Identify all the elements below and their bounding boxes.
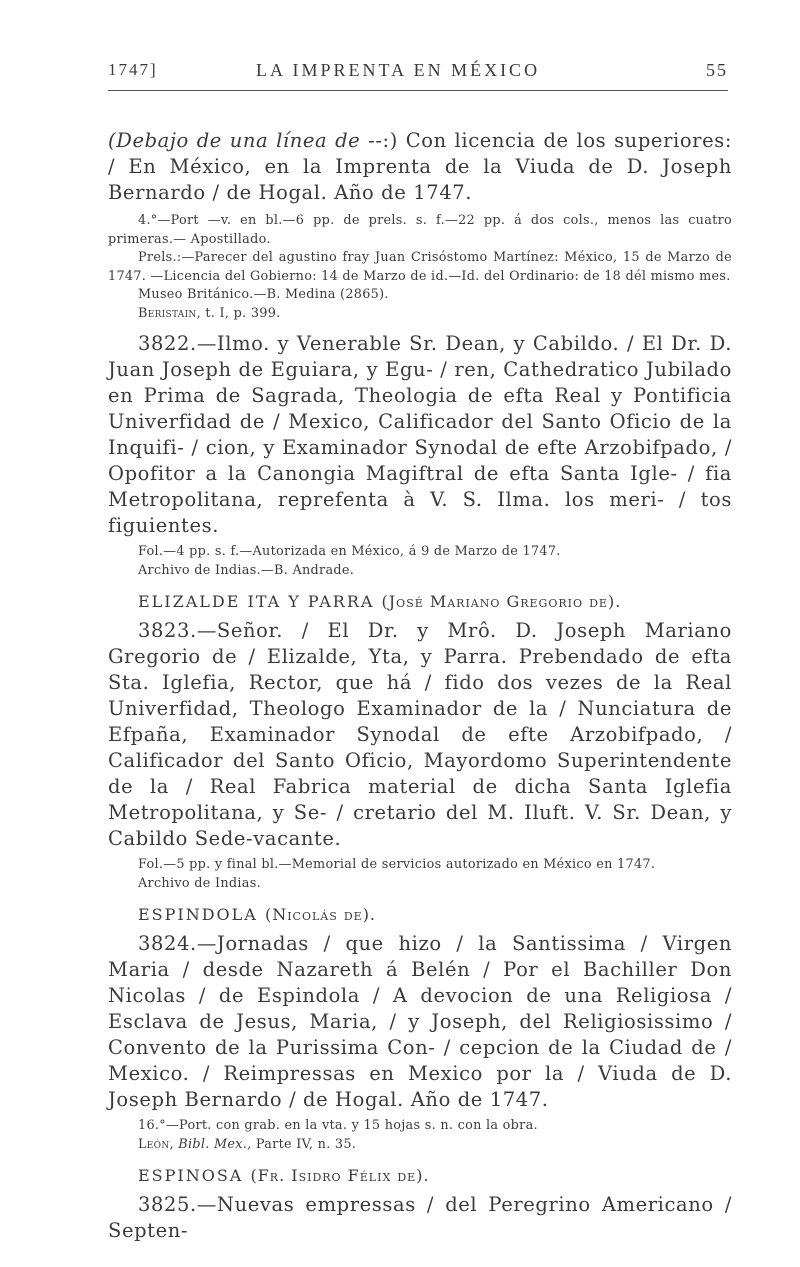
author-surname: ESPINDOLA (138, 905, 258, 924)
entry-3822-note-collation: Fol.—4 pp. s. f.—Autorizada en México, á 9 de Marzo de 1747. (138, 544, 561, 559)
entry-3823-note-collation: Fol.—5 pp. y final bl.—Memorial de servicios autorizado en México en 1747. (138, 857, 656, 872)
author-heading-elizalde (108, 590, 732, 614)
author-given-name: (José Mariano Gregorio de). (381, 592, 622, 611)
author-surname: ESPINOSA (138, 1166, 244, 1185)
entry-3821-intro-italic: (Debajo de una línea de (108, 129, 361, 152)
entry-3822-note-location: Archivo de Indias.—B. Andrade. (138, 562, 355, 578)
entry-3824-ref-rest: Parte IV, n. 35. (255, 1136, 357, 1152)
entry-3823-note-location: Archivo de Indias. (138, 875, 261, 891)
entry-3821-ref-author: Beristain, (138, 305, 201, 321)
entry-3821-note-prels: Prels.:—Parecer del agustino fray Juan Crisóstomo Martínez: México, 15 de Marzo de 1747. —Licencia del Gobierno: 14 de Marzo de id.—Id. del Ordinario: de 18 dél mismo mes. (108, 250, 732, 284)
entry-3825-text: 3825.—Nuevas empressas / del Peregrino Americano / Septen- (108, 1193, 732, 1242)
entry-3824-note-collation: 16.°—Port. con grab. en la vta. y 15 hojas s. n. con la obra. (138, 1118, 538, 1133)
page-body (108, 128, 732, 1244)
entry-3823-text: 3823.—Señor. / El Dr. y Mrô. D. Joseph Mariano Gregorio de / Elizalde, Yta, y Parra. Prebendado de efta Sta. Iglefia, Rector, que há / fido dos vezes de la Real Univerfidad, Theologo Examinador de la / Nunciatura de Efpaña, Examinador Synodal de efte Arzobifpado, / Calificador del Santo Oficio, Mayordomo Superintendente de la / Real Fabrica material de dicha Santa Iglefia Metropolitana, y Se- / cretario del M. Iluft. V. Sr. Dean, y Cabildo Sede-vacante. (108, 619, 732, 850)
entry-3824-ref-title: Bibl. Mex., (178, 1136, 252, 1152)
header-year: 1747] (108, 60, 158, 79)
entry-3821-intro-text: --:) Con licencia de los superiores: / En México, en la Imprenta de la Viuda de D. Joseph Bernardo / de Hogal. Año de 1747. (108, 129, 733, 204)
entry-3821-note-location: Museo Británico.—B. Medina (2865). (138, 287, 389, 302)
entry-3824-note-reference (108, 1136, 732, 1155)
entry-3824-text: 3824.—Jornadas / que hizo / la Santissima / Virgen Maria / desde Nazareth á Belén / Por el Bachiller Don Nicolas / de Espindola / A devocion de una Religiosa / Esclava de Jesus, Maria, / y Joseph, del Religiosissimo / Convento de la Purissima Con- / cepcion de la Ciudad de / Mexico. / Reimpressas en Mexico por la / Viuda de D. Joseph Bernardo / de Hogal. Año de 1747. (108, 932, 732, 1111)
author-given-name: (Fr. Isidro Félix de). (250, 1166, 430, 1185)
running-header (108, 60, 728, 88)
entry-3821-note-reference (108, 305, 732, 324)
author-heading-espinosa (108, 1164, 732, 1188)
header-title: LA IMPRENTA EN MÉXICO (256, 60, 541, 80)
page-number: 55 (706, 60, 728, 80)
header-rule (108, 90, 728, 91)
entry-3821-note-collation: 4.°—Port —v. en bl.—6 pp. de prels. s. f.—22 pp. á dos cols., menos las cuatro primeras.— Apostillado. (108, 213, 732, 247)
entry-3821-ref-rest: t. I, p. 399. (205, 305, 281, 321)
entry-3822-text: 3822.—Ilmo. y Venerable Sr. Dean, y Cabildo. / El Dr. D. Juan Joseph de Eguiara, y Egu- / ren, Cathedratico Jubilado en Prima de Sagrada, Theologia de efta Real y Pontificia Univerfidad de / Mexico, Calificador del Santo Oficio de la Inquifi- / cion, y Examinador Synodal de efte Arzobifpado, / Opofitor a la Canongia Magiftral de efta Santa Igle- / fia Metropolitana, reprefenta à V. S. Ilma. los meri- / tos figuientes. (108, 332, 732, 537)
author-surname: ELIZALDE ITA Y PARRA (138, 592, 375, 611)
entry-3821-continuation (108, 128, 732, 206)
author-given-name: (Nicolás de). (264, 905, 377, 924)
entry-3824-ref-author: León, (138, 1136, 174, 1152)
author-heading-espindola (108, 903, 732, 927)
